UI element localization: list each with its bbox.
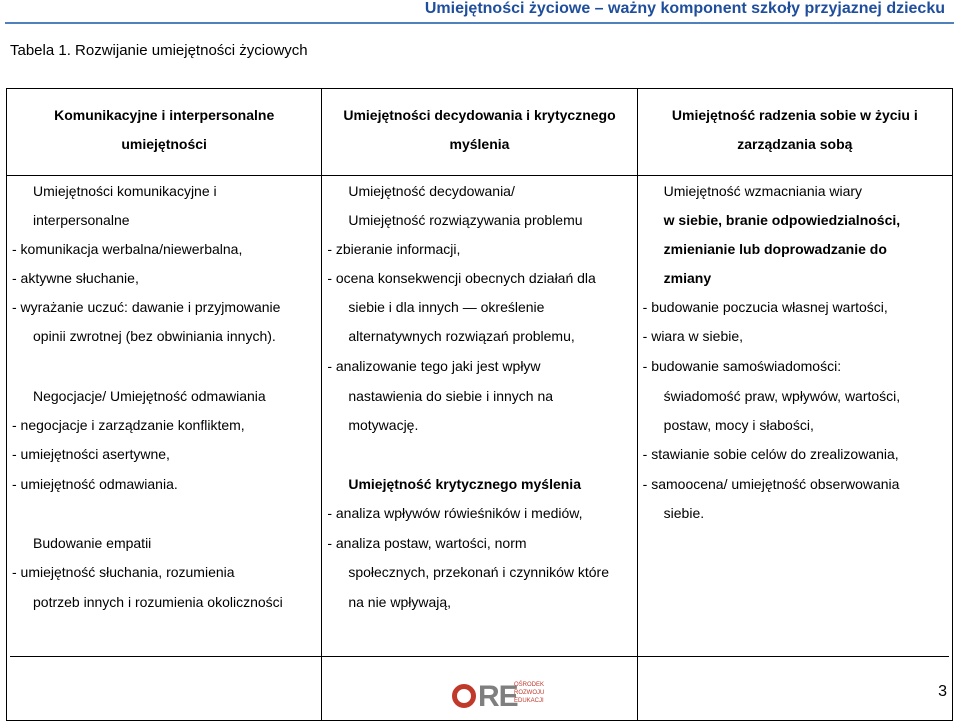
page-number: 3 <box>938 683 947 700</box>
list-item: Umiejętność wzmacniania wiary <box>663 183 863 199</box>
list-item: na nie wpływają, <box>348 594 452 610</box>
list-item: - negocjacje i zarządzanie konfliktem, <box>12 417 245 433</box>
column-header-line: umiejętności <box>121 136 207 152</box>
list-item: - wyrażanie uczuć: dawanie i przyjmowanie <box>12 299 281 315</box>
column-header-line: Umiejętności decydowania i krytycznego <box>343 107 616 123</box>
list-item: interpersonalne <box>33 212 130 228</box>
list-item: - umiejętność słuchania, rozumienia <box>12 564 235 580</box>
list-item: - budowanie poczucia własnej wartości, <box>642 299 888 315</box>
self-management-cell <box>637 176 952 721</box>
list-item: - budowanie samoświadomości: <box>642 358 842 374</box>
list-item: - analiza wpływów rówieśników i mediów, <box>327 505 583 521</box>
logo-text: RE <box>478 680 518 713</box>
list-item: - umiejętność odmawiania. <box>12 476 178 492</box>
list-item: zmiany <box>663 270 712 286</box>
list-item: w siebie, branie odpowiedzialności, <box>663 212 901 228</box>
list-item: Budowanie empatii <box>33 535 152 551</box>
list-item: postaw, mocy i słabości, <box>663 417 814 433</box>
list-item: Umiejętności komunikacyjne i <box>33 183 217 199</box>
column-header-decision <box>322 89 637 176</box>
column-header-line: Umiejętność radzenia sobie w życiu i <box>671 107 918 123</box>
logo-sub-line: ROZWOJU <box>514 690 545 696</box>
column-header-line: Komunikacyjne i interpersonalne <box>54 107 275 123</box>
list-item: Umiejętność rozwiązywania problemu <box>348 212 583 228</box>
list-item: alternatywnych rozwiązań problemu, <box>348 328 575 344</box>
list-item: - komunikacja werbalna/niewerbalna, <box>12 241 243 257</box>
list-item: zmienianie lub doprowadzanie do <box>663 241 887 257</box>
list-item: Umiejętność krytycznego myślenia <box>348 476 581 492</box>
table-caption: Tabela 1. Rozwijanie umiejętności życiowych <box>10 42 308 59</box>
footer-rule <box>10 656 949 657</box>
logo-sub-line: EDUKACJI <box>514 698 544 704</box>
list-item: siebie. <box>663 505 705 521</box>
table-body-row <box>7 176 953 721</box>
logo-sub-line: OŚRODEK <box>514 682 545 688</box>
column-header-communication <box>7 89 322 176</box>
list-item: - analiza postaw, wartości, norm <box>327 535 527 551</box>
list-item: motywację. <box>348 417 419 433</box>
table-header-row <box>7 89 953 176</box>
list-item: opinii zwrotnej (bez obwiniania innych). <box>33 328 276 344</box>
list-item: - ocena konsekwencji obecnych działań dla <box>327 270 596 286</box>
list-item: społecznych, przekonań i czynników które <box>348 564 610 580</box>
page-header-title: Umiejętności życiowe – ważny komponent szkoły przyjaznej dziecku <box>424 0 945 17</box>
skills-table <box>6 88 953 721</box>
list-item: nastawienia do siebie i innych na <box>348 388 554 404</box>
column-header-line: zarządzania sobą <box>737 136 853 152</box>
list-item: - aktywne słuchanie, <box>12 270 139 286</box>
list-item: - zbieranie informacji, <box>327 241 461 257</box>
decision-cell <box>322 176 637 721</box>
list-item: siebie i dla innych — określenie <box>348 299 545 315</box>
logo-o-icon <box>452 684 476 708</box>
header-rule <box>5 22 954 24</box>
list-item: - umiejętności asertywne, <box>12 446 170 462</box>
list-item: - stawianie sobie celów do zrealizowania, <box>642 446 899 462</box>
list-item: Negocjacje/ Umiejętność odmawiania <box>33 388 266 404</box>
list-item: - wiara w siebie, <box>642 328 744 344</box>
column-header-line: myślenia <box>449 136 510 152</box>
list-item: Umiejętność decydowania/ <box>348 183 515 199</box>
list-item: potrzeb innych i rozumienia okoliczności <box>33 594 283 610</box>
communication-cell <box>7 176 322 721</box>
list-item: - analizowanie tego jaki jest wpływ <box>327 358 541 374</box>
column-header-self-management <box>637 89 952 176</box>
list-item: - samoocena/ umiejętność obserwowania <box>642 476 900 492</box>
list-item: świadomość praw, wpływów, wartości, <box>663 388 901 404</box>
